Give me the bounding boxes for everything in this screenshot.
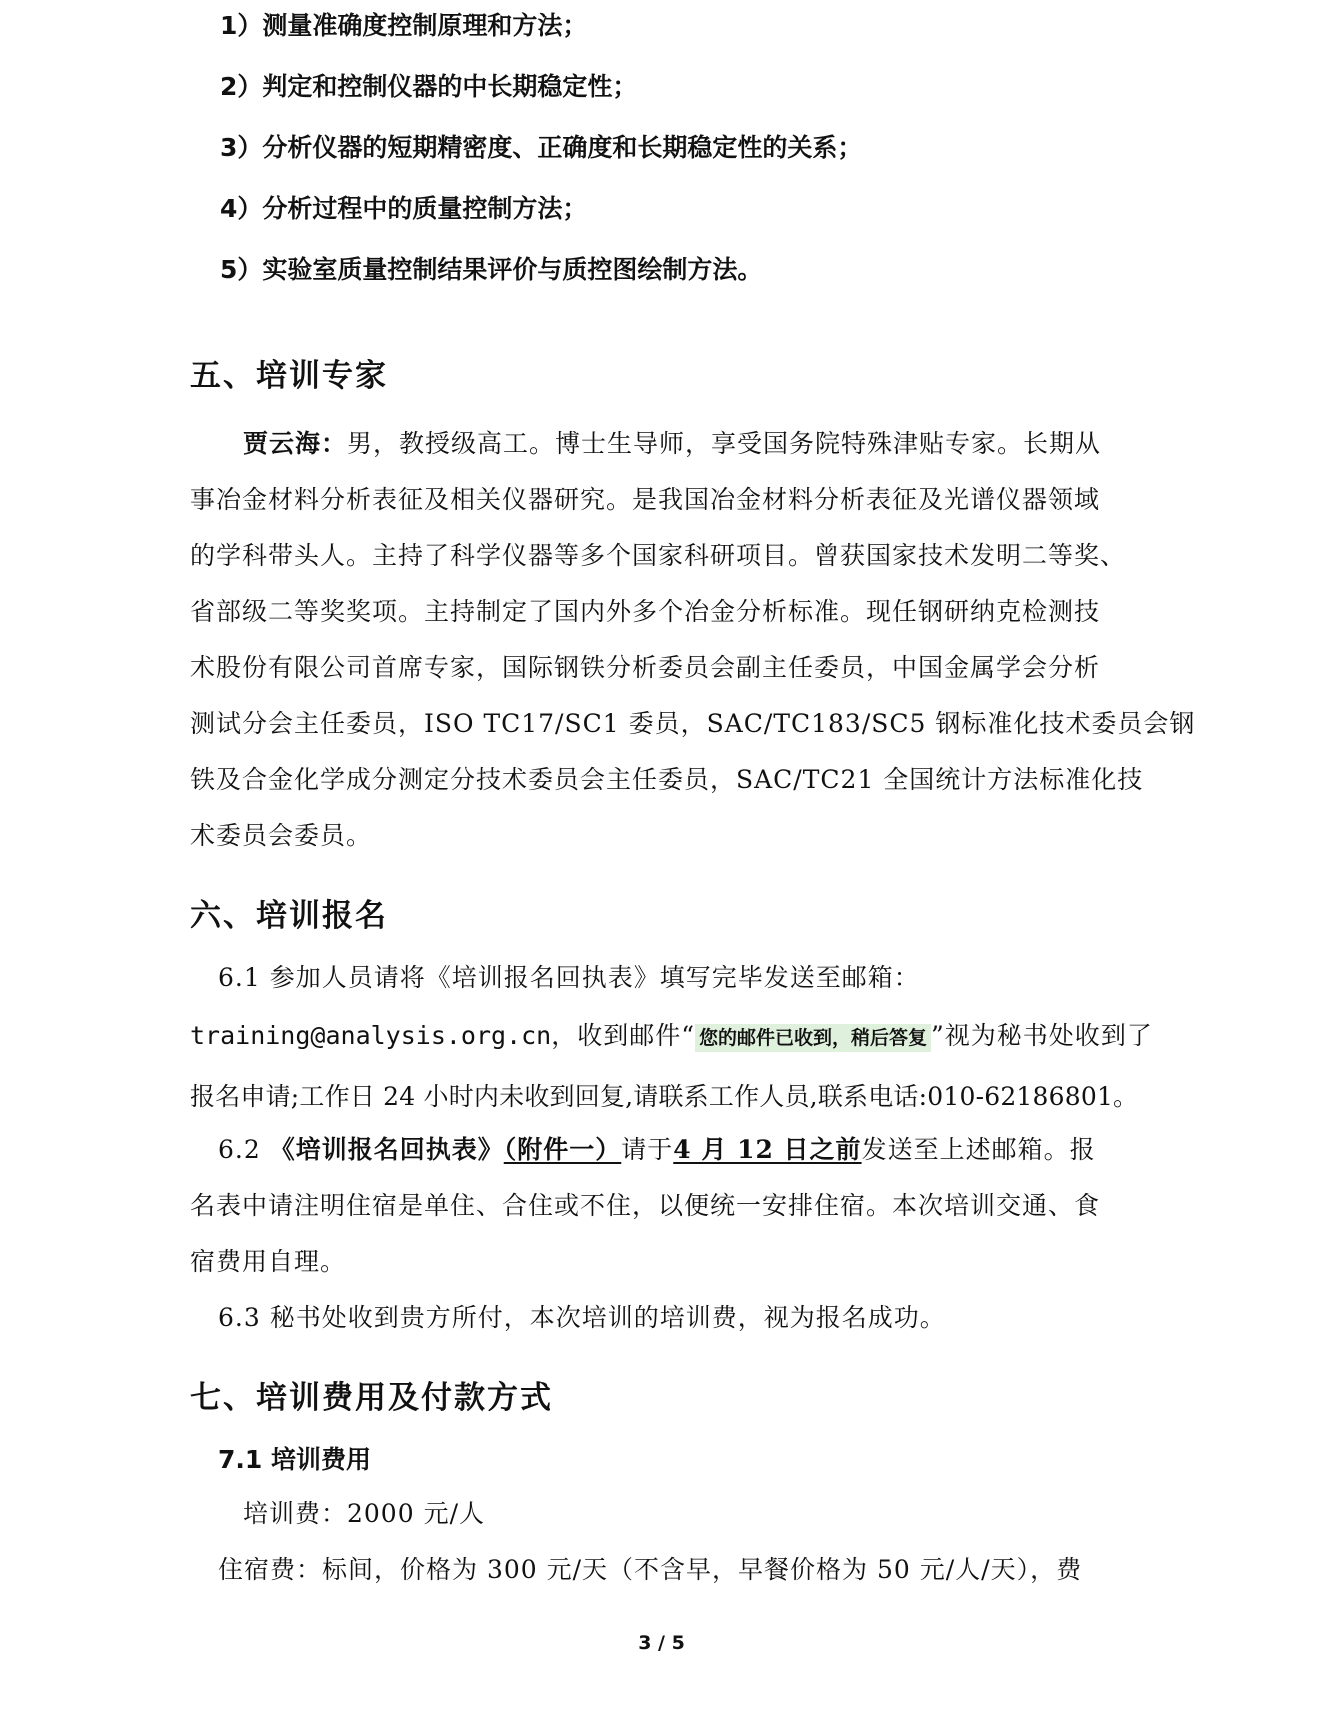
section-heading-experts: 五、培训专家	[190, 358, 388, 394]
expert-bio-line: 术股份有限公司首席专家，国际钢铁分析委员会副主任委员，中国金属学会分析	[190, 653, 1101, 682]
form-title: 《培训报名回执表》	[269, 1135, 504, 1164]
expert-bio-line: 事冶金材料分析表征及相关仪器研究。是我国冶金材料分析表征及光谱仪器领域	[190, 485, 1101, 514]
expert-bio-line: 测试分会主任委员，ISO TC17/SC1 委员，SAC/TC183/SC5 钢标准化技术委员会钢	[190, 709, 1196, 738]
registration-para-6-1: 6.1 参加人员请将《培训报名回执表》填写完毕发送至邮箱：	[218, 963, 920, 992]
expert-name: 贾云海：	[243, 429, 348, 458]
expert-bio-line: 的学科带头人。主持了科学仪器等多个国家科研项目。曾获国家技术发明二等奖、	[190, 541, 1127, 570]
subheading-training-fee: 7.1 培训费用	[218, 1445, 371, 1474]
expert-bio-line: 铁及合金化学成分测定分技术委员会主任委员，SAC/TC21 全国统计方法标准化技	[190, 765, 1144, 794]
training-fee-line: 培训费：2000 元/人	[243, 1499, 485, 1528]
page-number: 3 / 5	[638, 1632, 685, 1654]
auto-reply-text: 您的邮件已收到，稍后答复	[695, 1024, 931, 1052]
registration-para-line: 宿费用自理。	[190, 1247, 347, 1276]
registration-email-line: training@analysis.org.cn，收到邮件“ 您的邮件已收到，稍后答复 ”视为秘书处收到了	[190, 1021, 1153, 1050]
list-item: 3）分析仪器的短期精密度、正确度和长期稳定性的关系；	[220, 133, 863, 162]
expert-bio-line: 省部级二等奖奖项。主持制定了国内外多个冶金分析标准。现任钢研纳克检测技	[190, 597, 1101, 626]
registration-para-line: 名表中请注明住宿是单住、合住或不住，以便统一安排住宿。本次培训交通、食	[190, 1191, 1101, 1220]
list-item: 5）实验室质量控制结果评价与质控图绘制方法。	[220, 255, 763, 284]
lodging-fee-line: 住宿费：标间，价格为 300 元/天（不含早，早餐价格为 50 元/人/天），费	[218, 1555, 1083, 1584]
list-item: 4）分析过程中的质量控制方法；	[220, 194, 588, 223]
expert-bio-line: 术委员会委员。	[190, 821, 373, 850]
email-address[interactable]: training@analysis.org.cn	[190, 1021, 552, 1050]
attachment-ref: （附件一）	[503, 1135, 622, 1164]
expert-bio-line: 贾云海：男，教授级高工。博士生导师，享受国务院特殊津贴专家。长期从	[243, 429, 1102, 458]
section-heading-registration: 六、培训报名	[190, 898, 388, 934]
registration-contact-line: 报名申请;工作日 24 小时内未收到回复,请联系工作人员,联系电话:010-62186801。	[190, 1082, 1139, 1111]
list-item: 2）判定和控制仪器的中长期稳定性；	[220, 72, 638, 101]
section-heading-fees: 七、培训费用及付款方式	[190, 1380, 553, 1416]
registration-para-6-2: 6.2 《培训报名回执表》（附件一）请于4 月 12 日之前发送至上述邮箱。报	[218, 1135, 1096, 1164]
list-item: 1）测量准确度控制原理和方法；	[220, 11, 588, 40]
registration-para-6-3: 6.3 秘书处收到贵方所付，本次培训的培训费，视为报名成功。	[218, 1303, 946, 1332]
deadline-date: 4 月 12 日之前	[673, 1135, 862, 1164]
